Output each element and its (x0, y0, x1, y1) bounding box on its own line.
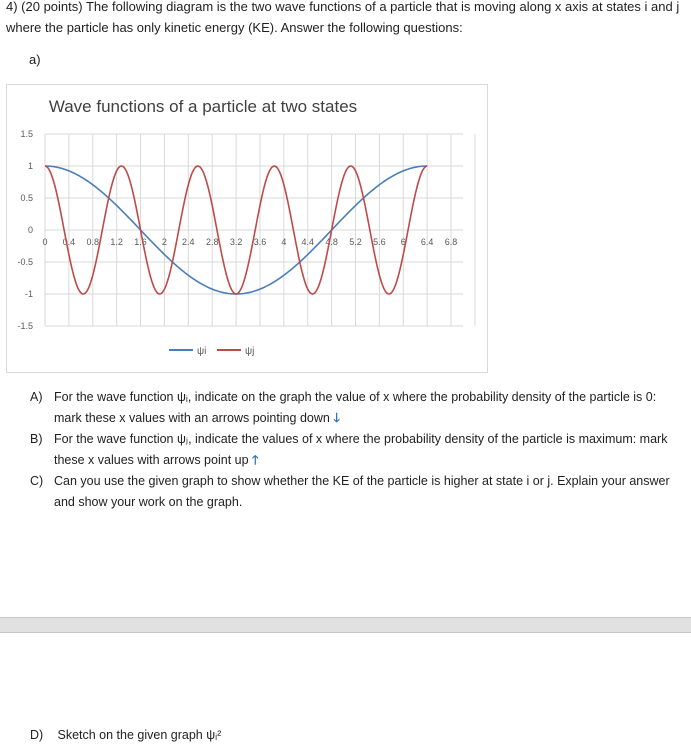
questions-list (30, 387, 670, 513)
question-a (30, 387, 670, 429)
legend-label: ψi (197, 346, 207, 357)
x-tick-label: 5.6 (373, 237, 386, 247)
y-axis-ticks (17, 129, 33, 331)
x-tick-label: 6 (400, 237, 406, 247)
x-tick-label: 5.2 (349, 237, 362, 247)
legend-label: ψj (245, 346, 255, 357)
question-c-text: Can you use the given graph to show whether the KE of the particle is higher at state i or j. Explain your answer and show your work on the graph. (54, 474, 670, 509)
question-b (30, 429, 670, 471)
question-a-text: For the wave function ψᵢ, indicate on the graph the value of x where the probability density of the particle is 0: mark these x values with an arrows pointing down (54, 390, 657, 425)
y-tick-label: 1.5 (20, 129, 33, 139)
question-d-text: Sketch on the given graph ψᵢ² (57, 728, 222, 742)
y-tick-label: 0 (27, 225, 33, 235)
x-tick-label: 0.8 (86, 237, 100, 247)
x-tick-label: 1.6 (134, 237, 147, 247)
question-c (30, 471, 670, 513)
y-tick-label: -1 (24, 289, 33, 299)
x-tick-label: 6.8 (444, 237, 458, 247)
chart-container (6, 84, 488, 373)
x-tick-label: 4.4 (301, 237, 315, 247)
y-tick-label: -1.5 (17, 321, 33, 331)
y-tick-label: 0.5 (20, 193, 33, 203)
arrow-down-icon: 🡓 (333, 411, 340, 425)
page-break (0, 617, 691, 633)
chart-grid (45, 134, 475, 326)
question-c-label: C) (30, 474, 44, 488)
wave-function-chart (7, 85, 487, 372)
question-d-label: D) (30, 728, 44, 742)
arrow-up-icon: 🡑 (252, 453, 259, 467)
question-b-text: For the wave function ψⱼ, indicate the values of x where the probability density of the particle is maximum: mark these x values with arrows point up (54, 432, 668, 467)
x-tick-label: 0.4 (62, 237, 76, 247)
x-tick-label: 4 (281, 237, 287, 247)
x-tick-label: 3.2 (229, 237, 243, 247)
x-tick-label: 2.4 (182, 237, 195, 247)
question-header: 4) (20 points) The following diagram is the two wave functions of a particle that is moving along x axis at states i and j where the particle has only kinetic energy (KE). Answer the following questions: (6, 0, 680, 35)
x-axis-ticks (42, 237, 457, 247)
y-tick-label: -0.5 (17, 257, 33, 267)
y-tick-label: 1 (27, 161, 33, 171)
x-tick-label: 6.4 (420, 237, 434, 247)
question-d (30, 728, 221, 742)
part-a-label: a) (29, 52, 41, 67)
x-tick-label: 1.2 (110, 237, 123, 247)
x-tick-label: 2 (161, 237, 167, 247)
x-tick-label: 0 (42, 237, 48, 247)
question-b-label: B) (30, 432, 43, 446)
x-tick-label: 4.8 (325, 237, 338, 247)
question-a-label: A) (30, 390, 43, 404)
x-tick-label: 3.6 (253, 237, 267, 247)
chart-title: Wave functions of a particle at two states (48, 97, 358, 116)
chart-legend (169, 346, 254, 357)
x-tick-label: 2.8 (205, 237, 219, 247)
